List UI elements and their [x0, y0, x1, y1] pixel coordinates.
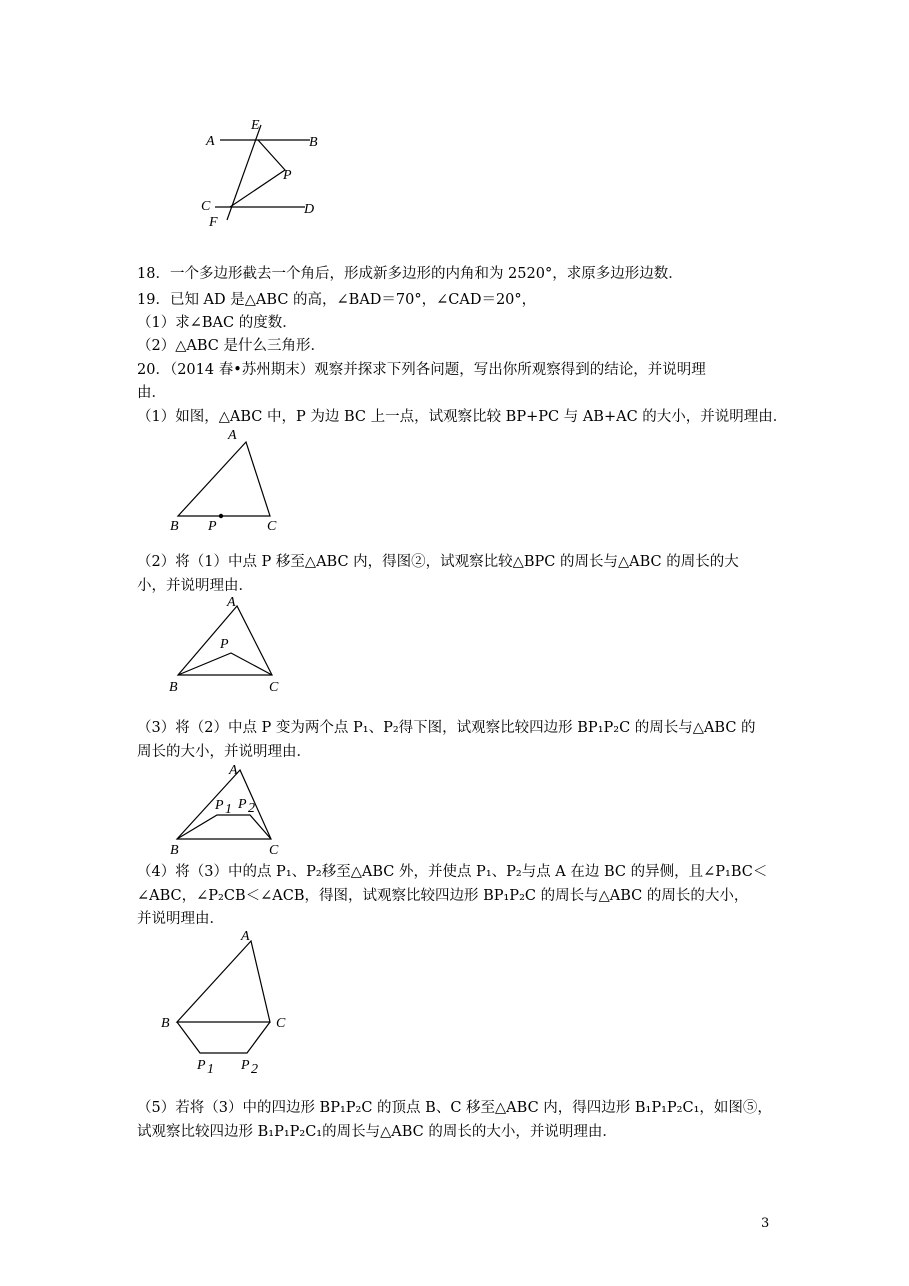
question-19: 19．已知 AD 是△ABC 的高，∠BAD＝70°，∠CAD＝20°，: [137, 292, 537, 308]
question-20-part-2: （2）将（1）中点 P 移至△ABC 内，得图②，试观察比较△BPC 的周长与△ABC 的周长的大: [137, 554, 739, 570]
question-20-cont: 由．: [137, 385, 166, 401]
svg-text:A: A: [229, 763, 238, 778]
svg-text:A: A: [228, 428, 237, 443]
svg-text:B: B: [170, 843, 179, 857]
svg-text:A: A: [206, 134, 215, 149]
figure-4-triangle: [155, 924, 295, 1074]
question-19-part-2: （2）△ABC 是什么三角形．: [137, 338, 325, 354]
svg-text:B: B: [169, 680, 178, 695]
question-20-part-2-cont: 小，并说明理由．: [137, 578, 253, 594]
svg-text:2: 2: [251, 1062, 258, 1074]
question-20-part-1: （1）如图，△ABC 中，P 为边 BC 上一点，试观察比较 BP+PC 与 AB+AC 的大小，并说明理由．: [137, 409, 788, 425]
question-19-part-1: （1）求∠BAC 的度数．: [137, 315, 297, 331]
question-20-part-5-cont: 试观察比较四边形 B₁P₁P₂C₁的周长与△ABC 的周长的大小，并说明理由．: [137, 1124, 617, 1140]
svg-text:C: C: [276, 1016, 286, 1031]
page-number: 3: [761, 1216, 770, 1231]
question-20-part-3: （3）将（2）中点 P 变为两个点 P₁、P₂得下图，试观察比较四边形 BP₁P₂C 的周长与△ABC 的: [137, 720, 756, 736]
svg-text:2: 2: [248, 801, 255, 816]
svg-text:P: P: [220, 637, 229, 652]
svg-text:C: C: [269, 680, 279, 695]
svg-text:C: C: [201, 199, 211, 214]
figure-3-triangle: [160, 760, 290, 857]
svg-text:1: 1: [225, 802, 232, 817]
question-20-part-3-cont: 周长的大小，并说明理由．: [137, 744, 311, 760]
svg-text:E: E: [251, 118, 260, 133]
svg-text:B: B: [309, 135, 318, 150]
figure-2-triangle: [160, 592, 290, 697]
svg-text:D: D: [304, 202, 315, 217]
svg-text:C: C: [267, 519, 277, 534]
svg-text:P: P: [241, 1058, 250, 1073]
svg-text:1: 1: [207, 1062, 214, 1074]
svg-text:P: P: [215, 798, 224, 813]
svg-text:C: C: [269, 843, 279, 857]
svg-text:B: B: [161, 1016, 170, 1031]
question-20-part-5: （5）若将（3）中的四边形 BP₁P₂C 的顶点 B、C 移至△ABC 内，得四边形 B₁P₁P₂C₁，如图⑤，: [137, 1100, 772, 1116]
svg-text:P: P: [238, 797, 247, 812]
svg-text:F: F: [209, 215, 218, 230]
question-20-part-4-cont2: 并说明理由．: [137, 911, 224, 927]
question-20: 20．（2014 春•苏州期末）观察并探求下列各问题，写出你所观察得到的结论，并说明理: [137, 362, 706, 378]
svg-text:B: B: [170, 519, 179, 534]
svg-text:A: A: [227, 595, 236, 610]
svg-text:A: A: [241, 929, 250, 944]
question-20-part-4-cont1: ∠ABC，∠P₂CB＜∠ACB，得图，试观察比较四边形 BP₁P₂C 的周长与△ABC 的周长的大小，: [137, 888, 749, 904]
figure-parallel-lines: [195, 110, 335, 235]
svg-text:P: P: [208, 519, 217, 534]
svg-text:P: P: [283, 168, 292, 183]
question-20-part-4: （4）将（3）中的点 P₁、P₂移至△ABC 外，并使点 P₁、P₂与点 A 在边 BC 的异侧，且∠P₁BC＜: [137, 864, 768, 880]
svg-text:P: P: [197, 1058, 206, 1073]
figure-1-triangle: [160, 422, 290, 537]
question-18: 18．一个多边形截去一个角后，形成新多边形的内角和为 2520°，求原多边形边数．: [137, 266, 683, 282]
